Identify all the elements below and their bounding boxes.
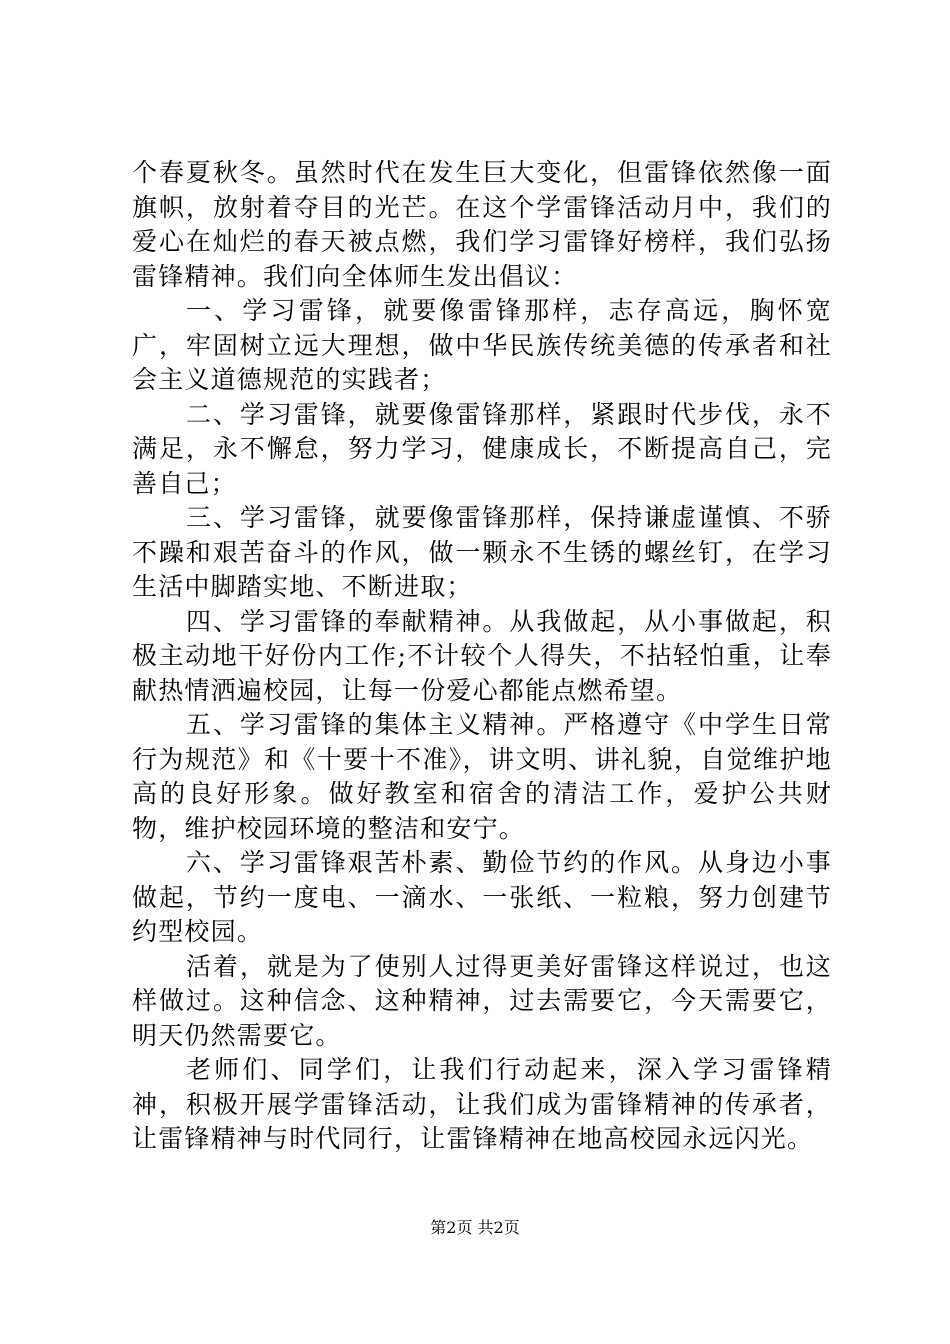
page-number-footer: 第2页 共2页 — [430, 1218, 520, 1237]
paragraph-item-5: 五、学习雷锋的集体主义精神。严格遵守《中学生日常行为规范》和《十要十不准》，讲文明、讲礼貌，自觉维护地高的良好形象。做好教室和宿舍的清洁工作，爱护公共财物，维护校园环境的整洁和安宁。 — [132, 710, 832, 843]
paragraph-continuation: 个春夏秋冬。虽然时代在发生巨大变化，但雷锋依然像一面旗帜，放射着夺目的光芒。在这个学雷锋活动月中，我们的爱心在灿烂的春天被点燃，我们学习雷锋好榜样，我们弘扬雷锋精神。我们向全体师生发出倡议： — [132, 158, 832, 291]
paragraph-quote: 活着，就是为了使别人过得更美好雷锋这样说过，也这样做过。这种信念、这种精神，过去需要它，今天需要它，明天仍然需要它。 — [132, 951, 832, 1050]
paragraph-item-3: 三、学习雷锋，就要像雷锋那样，保持谦虚谨慎、不骄不躁和艰苦奋斗的作风，做一颗永不生锈的螺丝钉，在学习生活中脚踏实地、不断进取； — [132, 503, 832, 601]
paragraph-item-4: 四、学习雷锋的奉献精神。从我做起，从小事做起，积极主动地干好份内工作;不计较个人得失，不拈轻怕重，让奉献热情洒遍校园，让每一份爱心都能点燃希望。 — [132, 606, 832, 705]
paragraph-closing: 老师们、同学们，让我们行动起来，深入学习雷锋精神，积极开展学雷锋活动，让我们成为雷锋精神的传承者，让雷锋精神与时代同行，让雷锋精神在地高校园永远闪光。 — [132, 1055, 832, 1153]
paragraph-item-6: 六、学习雷锋艰苦朴素、勤俭节约的作风。从身边小事做起，节约一度电、一滴水、一张纸、一粒粮，努力创建节约型校园。 — [132, 848, 832, 946]
document-body — [132, 156, 832, 1157]
paragraph-item-2: 二、学习雷锋，就要像雷锋那样，紧跟时代步伐，永不满足，永不懈怠，努力学习，健康成长，不断提高自己，完善自己； — [132, 399, 832, 498]
paragraph-item-1: 一、学习雷锋，就要像雷锋那样，志存高远，胸怀宽广，牢固树立远大理想，做中华民族传统美德的传承者和社会主义道德规范的实践者； — [132, 296, 832, 394]
